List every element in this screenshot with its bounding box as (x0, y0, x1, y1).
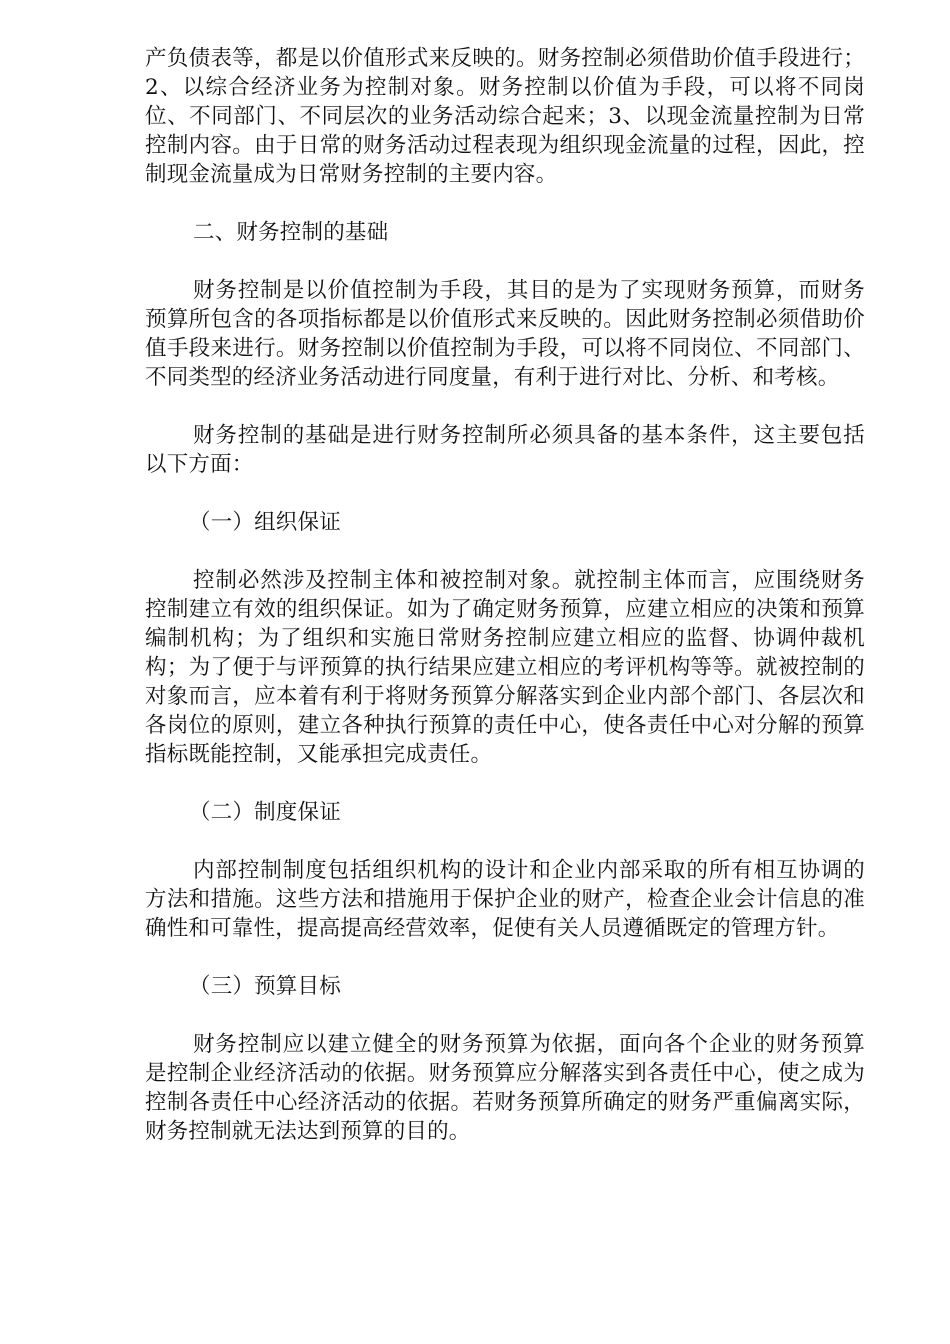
paragraph-organization: 控制必然涉及控制主体和被控制对象。就控制主体而言，应围绕财务控制建立有效的组织保证。如为了确定财务预算，应建立相应的决策和预算编制机构；为了组织和实施日常财务控制应建立相应的监督、协调仲裁机构；为了便于与评预算的执行结果应建立相应的考评机构等等。就被控制的对象而言，应本着有利于将财务预算分解落实到企业内部个部门、各层次和各岗位的原则，建立各种执行预算的责任中心，使各责任中心对分解的预算指标既能控制，又能承担完成责任。 (145, 568, 865, 767)
paragraph-value-control: 财务控制是以价值控制为手段，其目的是为了实现财务预算，而财务预算所包含的各项指标都是以价值形式来反映的。因此财务控制必须借助价值手段来进行。财务控制以价值控制为手段，可以将不同岗位、不同部门、不同类型的经济业务活动进行同度量，有利于进行对比、分析、和考核。 (145, 278, 865, 390)
paragraph-budget-target: 财务控制应以建立健全的财务预算为依据，面向各个企业的财务预算是控制企业经济活动的依据。财务预算应分解落实到各责任中心，使之成为控制各责任中心经济活动的依据。若财务预算所确定的财务严重偏离实际，财务控制就无法达到预算的目的。 (145, 1032, 865, 1144)
section-heading: 二、财务控制的基础 (193, 220, 389, 245)
subheading-organization: （一）组织保证 (189, 510, 341, 535)
paragraph-basic-conditions: 财务控制的基础是进行财务控制所必须具备的基本条件，这主要包括以下方面： (145, 423, 865, 477)
document-body (145, 44, 865, 1175)
intro-paragraph: 产负债表等，都是以价值形式来反映的。财务控制必须借助价值手段进行；2、以综合经济业务为控制对象。财务控制以价值为手段，可以将不同岗位、不同部门、不同层次的业务活动综合起来；3、以现金流量控制为日常控制内容。由于日常的财务活动过程表现为组织现金流量的过程，因此，控制现金流量成为日常财务控制的主要内容。 (145, 46, 865, 187)
paragraph-system: 内部控制制度包括组织机构的设计和企业内部采取的所有相互协调的方法和措施。这些方法和措施用于保护企业的财产，检查企业会计信息的准确性和可靠性，提高提高经营效率，促使有关人员遵循既定的管理方针。 (145, 858, 865, 941)
subheading-system: （二）制度保证 (189, 800, 341, 825)
subheading-budget-target: （三）预算目标 (189, 974, 341, 999)
